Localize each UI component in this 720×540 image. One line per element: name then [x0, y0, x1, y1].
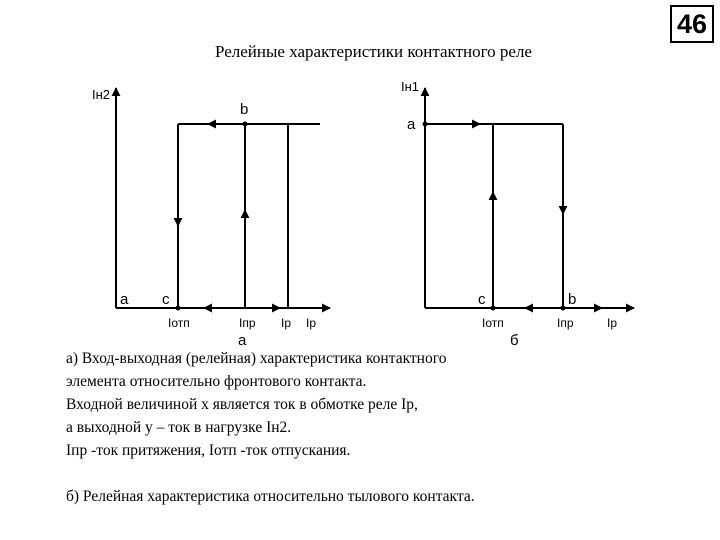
b-sub-label: б: [510, 332, 519, 349]
caption-line: Входной величиной x является ток в обмотке реле Iр,: [66, 396, 418, 413]
a-tick-iotp: Iотп: [168, 316, 190, 330]
diagram-a: [116, 88, 330, 308]
a-origin-label: а: [120, 291, 129, 308]
b-point-a-label: а: [407, 116, 416, 133]
diagram-b: [425, 88, 634, 308]
a-point-c-dot: [176, 306, 181, 311]
a-tick-ipr: Iпр: [239, 316, 256, 330]
slide-number: 46: [670, 5, 714, 43]
a-point-b-dot: [243, 122, 248, 127]
a-y-axis-label: Iн2: [92, 87, 111, 102]
b-tick-iotp: Iотп: [482, 316, 504, 330]
a-tick-ip: Iр: [281, 316, 292, 330]
a-sub-label: а: [238, 332, 247, 349]
caption: [66, 347, 666, 508]
b-x-axis-label: Iр: [607, 316, 618, 330]
caption-line: Iпр -ток притяжения, Iотп -ток отпускания.: [66, 442, 351, 459]
b-point-b-dot: [561, 306, 566, 311]
b-point-c-dot: [491, 306, 496, 311]
caption-line: а выходной y – ток в нагрузке Iн2.: [66, 419, 292, 436]
b-tick-ipr: Iпр: [557, 316, 574, 330]
b-point-b-label: b: [568, 291, 577, 308]
a-x-axis-label: Iр: [306, 316, 317, 330]
caption-line: элемента относительно фронтового контакта.: [66, 373, 367, 390]
a-point-c-label: с: [162, 291, 170, 308]
caption-gap: [66, 462, 666, 485]
a-point-b-label: b: [240, 101, 249, 118]
caption-line: б) Релейная характеристика относительно тылового контакта.: [66, 488, 475, 505]
caption-line: а) Вход-выходная (релейная) характеристика контактного: [66, 350, 447, 367]
slide-title: Релейные характеристики контактного реле: [215, 42, 532, 61]
b-point-a-dot: [423, 122, 428, 127]
b-point-c-label: с: [478, 291, 486, 308]
b-y-axis-label: Iн1: [401, 79, 420, 94]
